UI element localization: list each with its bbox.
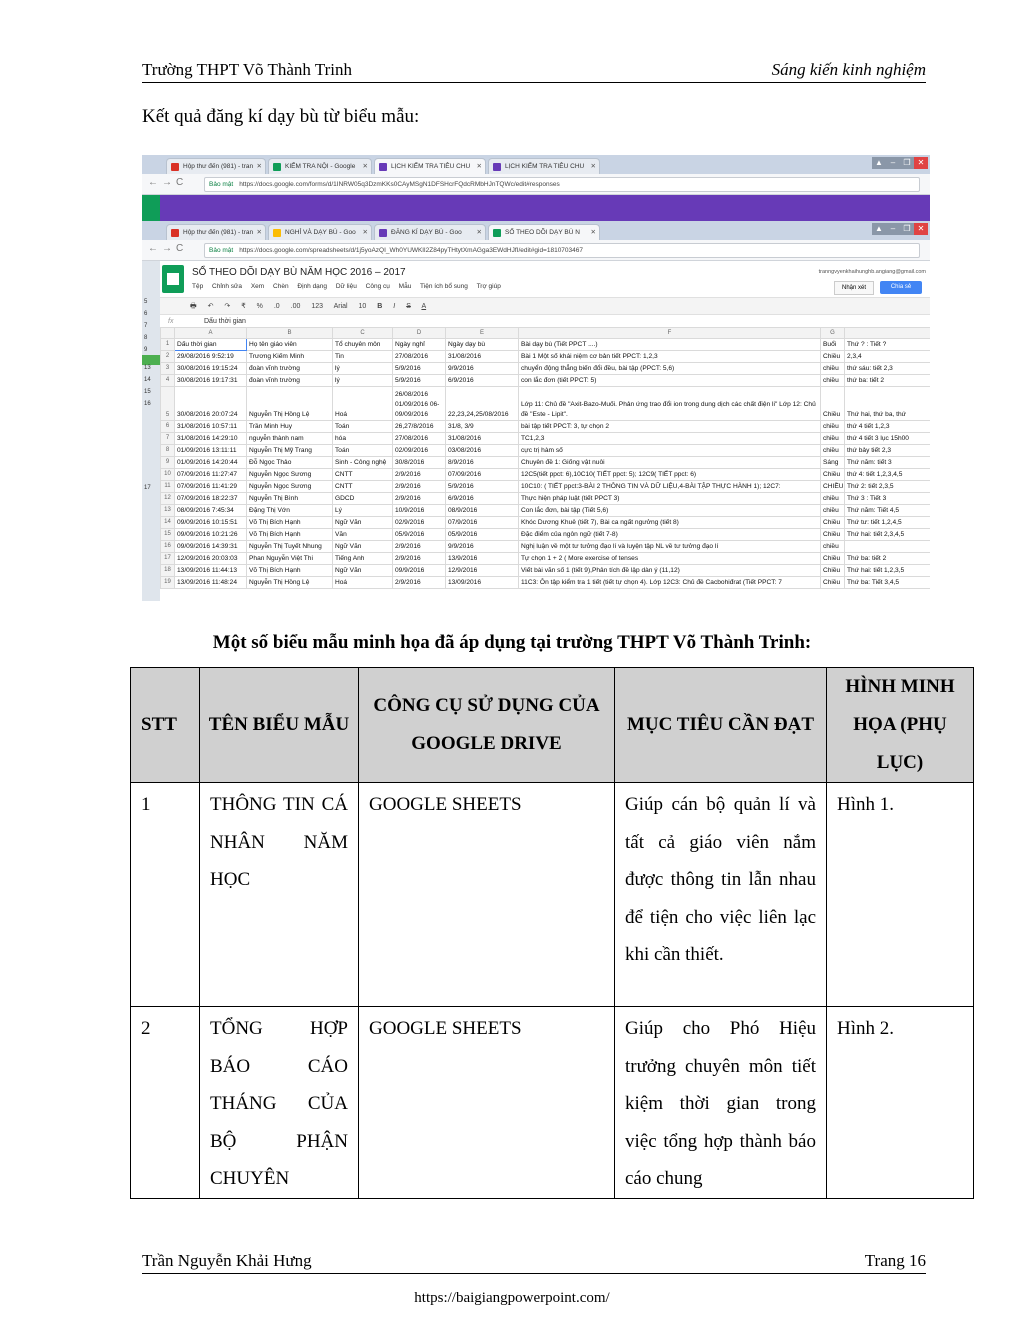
sheet-cell[interactable]: 08/9/2016	[446, 505, 519, 517]
window-controls: ▲ – ❐ ✕	[872, 157, 928, 171]
sheet-cell[interactable]: 05/9/2016	[446, 529, 519, 541]
sheet-cell[interactable]: 31/08/2016 10:57:11	[175, 421, 247, 433]
sheet-cell[interactable]: 31/08/2016 14:29:10	[175, 433, 247, 445]
menu-item[interactable]: Chèn	[273, 283, 289, 290]
sheet-cell[interactable]: 2/9/2016	[393, 469, 446, 481]
sheet-cell[interactable]: cực trị hàm số	[519, 445, 821, 457]
browser-tab[interactable]: LỊCH KIỂM TRA TIÊU CHU ✕	[488, 158, 600, 174]
sheet-cell[interactable]: 6/9/2016	[446, 375, 519, 387]
undo-icon[interactable]: ↶	[207, 303, 214, 310]
sheet-cell[interactable]: 07/9/2016	[446, 517, 519, 529]
percent-icon[interactable]: %	[256, 303, 263, 310]
number-format-button[interactable]: 123	[311, 303, 323, 310]
header-cell[interactable]: Họ tên giáo viên	[247, 339, 333, 351]
sheet-cell[interactable]: Tin	[333, 351, 393, 363]
sheet-cell[interactable]: 2/9/2016	[393, 577, 446, 589]
column-header[interactable]: C	[333, 328, 393, 339]
sheet-cell[interactable]: Toán	[333, 445, 393, 457]
sheet-row	[161, 493, 931, 505]
cell-tool: GOOGLE SHEETS	[359, 1007, 615, 1199]
sheet-cell[interactable]: 12C5(tiết ppct: 6),10C10( TIẾT ppct: 5); 12C9( TIẾT ppct: 6)	[519, 469, 821, 481]
spreadsheet-screenshot	[142, 155, 930, 601]
redo-icon[interactable]: ↷	[224, 303, 231, 310]
page-header	[142, 60, 926, 83]
sheet-row	[161, 481, 931, 493]
sheet-cell[interactable]: Bài 1 Một số khái niệm cơ bản tiết PPCT: 1,2,3	[519, 351, 821, 363]
sheet-cell[interactable]: thứ sáu: tiết 2,3	[845, 363, 931, 375]
left-row-number: 13	[144, 365, 151, 371]
sheet-header-row	[161, 339, 931, 351]
row-number[interactable]: 9	[161, 457, 175, 469]
table-row	[131, 1007, 974, 1199]
sheet-cell[interactable]: Thứ hai: tiết 2,3,4,5	[845, 529, 931, 541]
formula-value: Dấu thời gian	[204, 318, 246, 325]
row-number[interactable]: 1	[161, 339, 175, 351]
sheet-cell[interactable]: Sáng	[821, 457, 845, 469]
url-field[interactable]: Bảo mật https://docs.google.com/forms/d/1INRW05q3DzmKKs0CAyMSgN1DFSHcrFQdcRMbHJnTQWc/edit#responses	[204, 177, 920, 192]
sheet-cell[interactable]: Thứ hai: tiết 1,2,3,5	[845, 565, 931, 577]
sheet-cell[interactable]: Viết bài văn số 1 (tiết 9),Phân tích đề lập dàn ý (11,12)	[519, 565, 821, 577]
sheet-cell[interactable]: 2,3,4	[845, 351, 931, 363]
row-number[interactable]: 12	[161, 493, 175, 505]
sheet-cell[interactable]: 5/9/2016	[393, 363, 446, 375]
menu-bar	[192, 283, 508, 290]
row-number[interactable]: 14	[161, 517, 175, 529]
decimal-increase-icon[interactable]: .00	[290, 303, 301, 310]
header-cell[interactable]: Bài dạy bù (Tiết PPCT ....)	[519, 339, 821, 351]
sheet-cell[interactable]: Đặc điểm của ngôn ngữ (tiết 7-8)	[519, 529, 821, 541]
menu-item[interactable]: Chỉnh sửa	[212, 283, 243, 290]
sheet-cell[interactable]: 13/09/2016 11:44:13	[175, 565, 247, 577]
sheet-cell[interactable]: 5/9/2016	[446, 481, 519, 493]
sheet-cell[interactable]: Võ Thị Bích Hạnh	[247, 517, 333, 529]
sheet-cell[interactable]: 27/08/2016	[393, 433, 446, 445]
sheet-cell[interactable]: 09/09/2016 14:39:31	[175, 541, 247, 553]
left-row-number: 15	[144, 389, 151, 395]
sheet-cell[interactable]: chiều	[821, 363, 845, 375]
header-cell[interactable]: Tổ chuyên môn	[333, 339, 393, 351]
row-number[interactable]: 8	[161, 445, 175, 457]
left-row-number: 17	[144, 485, 151, 491]
sheet-cell[interactable]: Tự chọn 1 + 2 ( More exercise of tenses	[519, 553, 821, 565]
sheet-cell[interactable]: 5/9/2016	[393, 375, 446, 387]
sheet-cell[interactable]: 30/08/2016 20:07:24	[175, 387, 247, 421]
sheet-cell[interactable]: 10C10: ( TIẾT ppct:3-BÀI 2 THÔNG TIN VÀ DỮ LIỆU,4-BÀI TẬP THỰC HÀNH 1); 12C7:	[519, 481, 821, 493]
document-type: Sáng kiến kinh nghiệm	[771, 60, 926, 79]
sheet-cell[interactable]: 02/9/2016	[393, 517, 446, 529]
sheet-cell[interactable]: Nguyễn Thị Mỹ Trang	[247, 445, 333, 457]
sheet-cell[interactable]: Chiều	[821, 577, 845, 589]
sheet-cell[interactable]: chiều	[821, 541, 845, 553]
print-icon[interactable]: 🖶	[190, 303, 197, 310]
sheet-row	[161, 433, 931, 445]
sheet-cell[interactable]: 13/09/2016 11:48:24	[175, 577, 247, 589]
sheet-cell[interactable]: Nghị luận về một tư tưởng đạo lí và luyện tập NL về tư tưởng đạo lí	[519, 541, 821, 553]
cell-tool: GOOGLE SHEETS	[359, 783, 615, 1007]
sheet-cell[interactable]: Võ Thị Bích Hạnh	[247, 565, 333, 577]
font-size-select[interactable]: 10	[358, 303, 367, 310]
comment-button[interactable]: Nhận xét	[834, 281, 874, 295]
sheet-cell[interactable]: Chiều	[821, 553, 845, 565]
sheet-cell[interactable]: Chuyên đề 1: Giống vật nuôi	[519, 457, 821, 469]
sheet-cell[interactable]: 31/08/2016	[446, 351, 519, 363]
sheet-cell[interactable]: Thứ ba: Tiết 3,4,5	[845, 577, 931, 589]
sheet-cell[interactable]: 30/08/2016 19:15:24	[175, 363, 247, 375]
sheet-cell[interactable]: Nguyễn Thị Hồng Lệ	[247, 387, 333, 421]
sheet-cell[interactable]: Hoá	[333, 577, 393, 589]
sheet-row	[161, 541, 931, 553]
sheet-cell[interactable]: 02/09/2016	[393, 445, 446, 457]
sheet-cell[interactable]: chiều	[821, 421, 845, 433]
sheet-cell[interactable]: lý	[333, 375, 393, 387]
row-number[interactable]: 11	[161, 481, 175, 493]
browser-tabbar	[142, 155, 930, 174]
header-cell[interactable]: Thứ ? : Tiết ?	[845, 339, 931, 351]
column-header[interactable]: A	[175, 328, 247, 339]
sheet-cell[interactable]: chuyển động thẳng biến đổi đều, bài tập (PPCT: 5,6)	[519, 363, 821, 375]
menu-item[interactable]: Trợ giúp	[476, 283, 501, 290]
sheet-cell[interactable]: 2/9/2016	[393, 481, 446, 493]
sheet-cell[interactable]: Nguyễn Thị Hồng Lệ	[247, 577, 333, 589]
sheet-grid	[160, 327, 930, 589]
sheet-cell[interactable]: 31/8, 3/9	[446, 421, 519, 433]
row-number[interactable]: 13	[161, 505, 175, 517]
page-footer	[142, 1251, 926, 1274]
row-number[interactable]: 3	[161, 363, 175, 375]
row-number[interactable]: 10	[161, 469, 175, 481]
cell-figure: Hình 1.	[827, 783, 974, 1007]
browser-tabbar-2	[142, 221, 930, 240]
sheet-cell[interactable]: 2/9/2016	[393, 493, 446, 505]
column-header[interactable]: E	[446, 328, 519, 339]
sheet-cell[interactable]: Thứ năm: tiết 3	[845, 457, 931, 469]
fx-icon: fx	[168, 318, 174, 325]
sheets-toolbar	[160, 297, 930, 315]
header-stt: STT	[131, 668, 200, 783]
author-name: Trần Nguyễn Khải Hưng	[142, 1251, 312, 1270]
sheet-cell[interactable]: thứ ba: tiết 2	[845, 375, 931, 387]
sheet-cell[interactable]: 05/9/2016	[393, 529, 446, 541]
sheet-cell[interactable]: CNTT	[333, 481, 393, 493]
sheet-cell[interactable]: 12/9/2016	[446, 565, 519, 577]
sheet-cell[interactable]: Trần Minh Huy	[247, 421, 333, 433]
table-caption: Một số biểu mẫu minh họa đã áp dụng tại trường THPT Võ Thành Trinh:	[212, 632, 812, 653]
sheet-row	[161, 553, 931, 565]
sheet-cell[interactable]: Thứ 3 : Tiết 3	[845, 493, 931, 505]
menu-item[interactable]: Định dạng	[297, 283, 328, 290]
header-figure: HÌNH MINH HỌA (PHỤ LỤC)	[827, 668, 974, 783]
sheet-cell[interactable]: Chiều	[821, 565, 845, 577]
sheet-cell[interactable]: Thứ hai, thứ ba, thứ	[845, 387, 931, 421]
window-controls: ▲ – ❐ ✕	[872, 223, 928, 237]
forms-table	[130, 667, 974, 1199]
cell-stt: 2	[131, 1007, 200, 1199]
sheet-cell[interactable]: Khóc Dương Khuê (tiết 7), Bài ca ngất ngưởng (tiết 8)	[519, 517, 821, 529]
sheet-cell[interactable]: nguyễn thành nam	[247, 433, 333, 445]
sheet-cell[interactable]: thứ 4 tiết 3 lục 15h00	[845, 433, 931, 445]
sheet-cell[interactable]: Hoá	[333, 387, 393, 421]
column-header[interactable]	[845, 328, 931, 339]
browser-tab[interactable]: KIỂM TRA NỘI - Google ✕	[268, 158, 372, 174]
sheet-cell[interactable]: Nguyễn Thị Tuyết Nhung	[247, 541, 333, 553]
row-number[interactable]: 6	[161, 421, 175, 433]
sheet-cell[interactable]: Chiều	[821, 529, 845, 541]
cell-stt: 1	[131, 783, 200, 1007]
sheet-cell[interactable]: 09/09/2016 10:15:51	[175, 517, 247, 529]
left-row-number: 9	[144, 347, 148, 353]
sheets-header	[160, 261, 930, 297]
currency-icon[interactable]: ₹	[241, 303, 246, 310]
sheet-cell[interactable]: 30/08/2016 19:17:31	[175, 375, 247, 387]
sheet-row	[161, 421, 931, 433]
sheet-cell[interactable]: Sinh - Công nghệ	[333, 457, 393, 469]
sheet-row	[161, 351, 931, 363]
header-cell[interactable]: Buổi	[821, 339, 845, 351]
sheet-row	[161, 363, 931, 375]
row-number[interactable]: 19	[161, 577, 175, 589]
cell-goal: Giúp cán bộ quản lí và tất cả giáo viên nắm được thông tin lẫn nhau để tiện cho việc liên lạc khi cần thiết.	[615, 783, 827, 1007]
sheet-cell[interactable]: 31/08/2016	[446, 433, 519, 445]
sheet-cell[interactable]: Ngữ Văn	[333, 565, 393, 577]
sheet-row	[161, 529, 931, 541]
sheet-cell[interactable]: 30/8/2016	[393, 457, 446, 469]
table-row	[131, 783, 974, 1007]
sheet-cell[interactable]: Lớp 11: Chủ đề "Axit-Bazo-Muối. Phản ứng trao đổi ion trong dung dịch các chất điện li" Lớp 12: Chủ đề "Este - Lipit".	[519, 387, 821, 421]
cell-form-name: TỔNG HỢP BÁO CÁO THÁNG CỦA BỘ PHẬN CHUYÊN	[200, 1007, 359, 1199]
sheet-cell[interactable]: con lắc đơn (tiết PPCT: 5)	[519, 375, 821, 387]
sheet-cell[interactable]: lý	[333, 363, 393, 375]
sheet-cell[interactable]: GDCD	[333, 493, 393, 505]
sheet-cell[interactable]: CHIỀU	[821, 481, 845, 493]
sheet-cell[interactable]: 8/9/2016	[446, 457, 519, 469]
column-header[interactable]: F	[519, 328, 821, 339]
header-tool: CÔNG CỤ SỬ DỤNG CỦA GOOGLE DRIVE	[359, 668, 615, 783]
sheet-cell[interactable]: Chiều	[821, 469, 845, 481]
source-url[interactable]: https://baigiangpowerpoint.com/	[414, 1290, 610, 1306]
sheet-row	[161, 517, 931, 529]
sheet-cell[interactable]: đoàn vĩnh trường	[247, 363, 333, 375]
sheet-cell[interactable]: Nguyễn Thị Bình	[247, 493, 333, 505]
sheet-cell[interactable]: 08/09/2016 7:45:34	[175, 505, 247, 517]
sheet-cell[interactable]: Đặng Thị Vớn	[247, 505, 333, 517]
table-header-row	[131, 668, 974, 783]
italic-icon[interactable]: I	[393, 303, 396, 310]
sheet-row	[161, 469, 931, 481]
text-color-icon[interactable]: A	[421, 303, 427, 310]
account-email[interactable]: tranngvyenkhaihunghb.angiang@gmail.com	[818, 269, 926, 275]
browser-tab[interactable]: Hộp thư đến (981) - tran ✕	[166, 158, 266, 174]
left-row-number: 14	[144, 377, 151, 383]
sheet-cell[interactable]: 26/08/2016 01/09/2016 06-09/09/2016	[393, 387, 446, 421]
sheet-cell[interactable]: Chiều	[821, 517, 845, 529]
share-button[interactable]: Chia sẻ	[880, 281, 922, 294]
sheet-cell[interactable]: Toán	[333, 421, 393, 433]
sheet-cell[interactable]: Văn	[333, 529, 393, 541]
sheet-cell[interactable]: TC1,2,3	[519, 433, 821, 445]
sheet-row	[161, 445, 931, 457]
sheet-cell[interactable]: Lý	[333, 505, 393, 517]
sheet-cell[interactable]: 13/9/2016	[446, 553, 519, 565]
strike-icon[interactable]: S	[406, 303, 411, 310]
sheet-cell[interactable]: đoàn vĩnh trường	[247, 375, 333, 387]
sheet-cell[interactable]: Chiều	[821, 351, 845, 363]
sheet-cell[interactable]: CNTT	[333, 469, 393, 481]
header-cell[interactable]: Ngày nghỉ	[393, 339, 446, 351]
menu-item[interactable]: Tiện ích bổ sung	[420, 283, 468, 290]
sheet-cell[interactable]: 07/09/2016 11:27:47	[175, 469, 247, 481]
left-row-number: 7	[144, 323, 148, 329]
sheet-cell[interactable]: Thứ năm: Tiết 4,5	[845, 505, 931, 517]
row-number[interactable]: 2	[161, 351, 175, 363]
school-name: Trường THPT Võ Thành Trinh	[142, 60, 352, 79]
sheet-cell[interactable]: thứ 4 tiết 1,2,3	[845, 421, 931, 433]
browser-tab[interactable]: ĐĂNG KÍ DẠY BÙ - Goo ✕	[374, 224, 486, 240]
intro-text: Kết quả đăng kí dạy bù từ biểu mẫu:	[142, 106, 420, 127]
row-number[interactable]: 17	[161, 553, 175, 565]
sheet-row	[161, 577, 931, 589]
sheet-cell[interactable]: 09/09/2016 10:21:26	[175, 529, 247, 541]
sheet-cell[interactable]: chiều	[821, 375, 845, 387]
sheet-cell[interactable]: 29/08/2016 9:52:19	[175, 351, 247, 363]
sheet-cell[interactable]: thứ 4: tiết 1,2,3,4,5	[845, 469, 931, 481]
sheet-cell[interactable]: 01/09/2016 13:11:11	[175, 445, 247, 457]
column-header[interactable]: G	[821, 328, 845, 339]
column-header[interactable]: B	[247, 328, 333, 339]
sheet-cell[interactable]: 10/9/2016	[393, 505, 446, 517]
row-number[interactable]: 18	[161, 565, 175, 577]
menu-item[interactable]: Xem	[250, 283, 265, 290]
sheet-cell[interactable]: 2/9/2016	[393, 541, 446, 553]
sheet-cell[interactable]: 11C3: Ôn tập kiểm tra 1 tiết (tiết tự chọn 4). Lớp 12C3: Chủ đề Cacbohiđrat (Tiết PPCT: 7	[519, 577, 821, 589]
sheet-cell[interactable]: 13/09/2016	[446, 577, 519, 589]
sheet-cell[interactable]: 07/09/2016 18:22:37	[175, 493, 247, 505]
sheet-cell[interactable]: 12/09/2016 20:03:03	[175, 553, 247, 565]
row-number[interactable]: 16	[161, 541, 175, 553]
menu-item[interactable]: Tệp	[192, 283, 204, 290]
sheet-cell[interactable]: bài tập tiết PPCT: 3, tự chọn 2	[519, 421, 821, 433]
sheet-cell[interactable]: Nguyễn Ngọc Sương	[247, 481, 333, 493]
sheet-cell[interactable]: thứ bảy tiết 2,3	[845, 445, 931, 457]
sheet-cell[interactable]: 2/9/2016	[393, 553, 446, 565]
column-header-row	[161, 328, 931, 339]
sheet-cell[interactable]: Ngữ Văn	[333, 541, 393, 553]
cell-figure: Hình 2.	[827, 1007, 974, 1199]
font-select[interactable]: Arial	[333, 303, 348, 310]
sheet-cell[interactable]: Nguyễn Ngọc Sương	[247, 469, 333, 481]
menu-item[interactable]: Mẫu	[398, 283, 412, 290]
header-cell[interactable]: Dấu thời gian	[175, 339, 247, 351]
sheet-cell[interactable]: 27/08/2016	[393, 351, 446, 363]
sheet-cell[interactable]: 9/9/2016	[446, 363, 519, 375]
left-row-number: 16	[144, 401, 151, 407]
sheet-cell[interactable]: Đỗ Ngọc Thảo	[247, 457, 333, 469]
sheet-cell[interactable]: chiều	[821, 505, 845, 517]
header-goal: MỤC TIÊU CẦN ĐẠT	[615, 668, 827, 783]
sheet-cell[interactable]: 07/09/2016	[446, 469, 519, 481]
page-number: Trang 16	[864, 1251, 926, 1270]
nav-arrows-icon[interactable]: ←→C	[148, 243, 188, 254]
sheet-row	[161, 457, 931, 469]
cell-form-name: THÔNG TIN CÁ NHÂN NĂM HỌC	[200, 783, 359, 1007]
browser-tab[interactable]: Hộp thư đến (981) - tran ✕	[166, 224, 266, 240]
sheet-cell[interactable]: 07/09/2016 11:41:29	[175, 481, 247, 493]
row-number[interactable]: 7	[161, 433, 175, 445]
menu-item[interactable]: Dữ liệu	[335, 283, 357, 290]
menu-item[interactable]: Công cụ	[365, 283, 390, 290]
sheet-cell[interactable]: 22,23,24,25/08/2016	[446, 387, 519, 421]
address-bar	[142, 174, 930, 195]
sheet-cell[interactable]: Thứ 2: tiết 2,3,5	[845, 481, 931, 493]
header-cell[interactable]: Ngày dạy bù	[446, 339, 519, 351]
sheet-cell[interactable]	[845, 541, 931, 553]
sheet-cell[interactable]: Võ Thị Bích Hạnh	[247, 529, 333, 541]
sheet-cell[interactable]: Thứ ba: tiết 2	[845, 553, 931, 565]
forms-header-bar	[142, 195, 930, 221]
sheet-cell[interactable]: chiều	[821, 433, 845, 445]
sheet-cell[interactable]: Thực hiện pháp luật (tiết PPCT 3)	[519, 493, 821, 505]
sheet-cell[interactable]: 03/08/2016	[446, 445, 519, 457]
bold-icon[interactable]: B	[377, 303, 383, 310]
sheet-cell[interactable]: 6/9/2016	[446, 493, 519, 505]
cell-goal: Giúp cho Phó Hiệu trưởng chuyên môn tiết kiệm thời gian trong việc tổng hợp thành báo cáo chung	[615, 1007, 827, 1199]
url-field[interactable]: Bảo mật https://docs.google.com/spreadsheets/d/1j5yoAzQI_Wh0YUWKlI2Z84pyTHtytXmAGga3EWdHJfI/edit#gid=1810703467	[204, 243, 920, 258]
row-number[interactable]: 15	[161, 529, 175, 541]
column-header[interactable]: D	[393, 328, 446, 339]
address-bar-2	[142, 240, 930, 261]
left-row-number: 5	[144, 299, 148, 305]
sheet-cell[interactable]: chiều	[821, 445, 845, 457]
sheets-logo-icon[interactable]	[162, 265, 184, 293]
sheet-row	[161, 387, 931, 421]
left-row-number: 6	[144, 311, 148, 317]
browser-tab[interactable]: SỔ THEO DÕI DẠY BÙ N ✕	[488, 224, 600, 240]
doc-title[interactable]: SỔ THEO DÕI DẠY BÙ NĂM HỌC 2016 – 2017	[192, 267, 406, 278]
sheet-row	[161, 565, 931, 577]
decimal-decrease-icon[interactable]: .0	[273, 303, 280, 310]
nav-arrows-icon[interactable]: ←→C	[148, 177, 188, 188]
sheet-row	[161, 505, 931, 517]
sheet-cell[interactable]: Thứ tư: tiết 1,2,4,5	[845, 517, 931, 529]
sheet-cell[interactable]: 9/9/2016	[446, 541, 519, 553]
sheet-cell[interactable]: Tiếng Anh	[333, 553, 393, 565]
sheet-cell[interactable]: Chiều	[821, 387, 845, 421]
left-row-number: 8	[144, 335, 148, 341]
sheet-cell[interactable]: hóa	[333, 433, 393, 445]
row-number[interactable]: 4	[161, 375, 175, 387]
sheet-cell[interactable]: 26,27/8/2016	[393, 421, 446, 433]
select-all-corner[interactable]	[161, 328, 175, 339]
header-form-name: TÊN BIỂU MẪU	[200, 668, 359, 783]
sheet-cell[interactable]: chiều	[821, 493, 845, 505]
sheet-cell[interactable]: 01/09/2016 14:20:44	[175, 457, 247, 469]
browser-tab[interactable]: NGHỈ VÀ DẠY BÙ - Goo ✕	[268, 224, 372, 240]
sheet-cell[interactable]: Con lắc đơn, bài tập (Tiết 5,6)	[519, 505, 821, 517]
sheet-cell[interactable]: Phan Nguyễn Việt Thi	[247, 553, 333, 565]
sheet-cell[interactable]: Trương Kiếm Minh	[247, 351, 333, 363]
sheet-row	[161, 375, 931, 387]
sheet-cell[interactable]: Ngữ Văn	[333, 517, 393, 529]
row-number[interactable]: 5	[161, 387, 175, 421]
sheet-cell[interactable]: 09/9/2016	[393, 565, 446, 577]
browser-tab[interactable]: LỊCH KIỂM TRA TIÊU CHU ✕	[374, 158, 486, 174]
